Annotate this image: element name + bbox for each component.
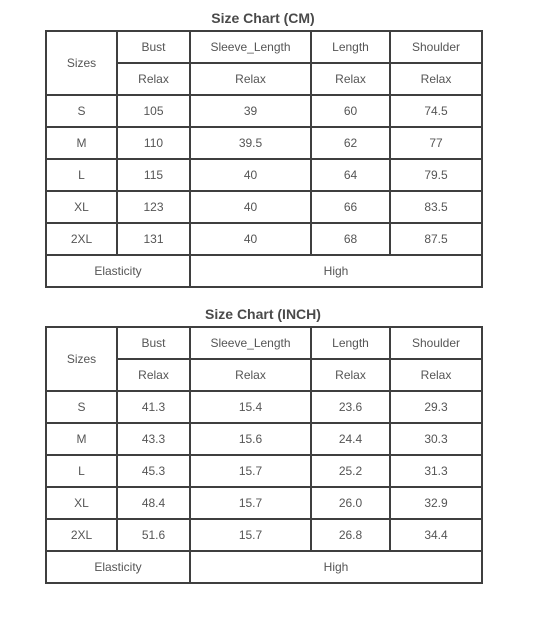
length-cell: 68 [311, 223, 390, 255]
size-chart-cm-table [45, 30, 483, 288]
elasticity-label: Elasticity [46, 255, 190, 287]
sleeve-length-header: Sleeve_Length [190, 327, 311, 359]
size-cell: M [46, 423, 117, 455]
sleeve-length-cell: 39.5 [190, 127, 311, 159]
size-cell: M [46, 127, 117, 159]
sleeve-length-subheader: Relax [190, 359, 311, 391]
shoulder-cell: 31.3 [390, 455, 482, 487]
size-cell: S [46, 95, 117, 127]
shoulder-cell: 32.9 [390, 487, 482, 519]
length-subheader: Relax [311, 359, 390, 391]
shoulder-subheader: Relax [390, 63, 482, 95]
table-row [46, 391, 482, 423]
length-cell: 23.6 [311, 391, 390, 423]
length-header: Length [311, 31, 390, 63]
size-chart-inch-table [45, 326, 483, 584]
size-cell: XL [46, 487, 117, 519]
bust-cell: 123 [117, 191, 190, 223]
footer-row [46, 551, 482, 583]
table-row [46, 191, 482, 223]
sleeve-length-cell: 40 [190, 223, 311, 255]
sleeve-length-cell: 15.7 [190, 519, 311, 551]
elasticity-value: High [190, 255, 482, 287]
shoulder-cell: 83.5 [390, 191, 482, 223]
size-cell: 2XL [46, 519, 117, 551]
table-row [46, 519, 482, 551]
header-row [46, 31, 482, 63]
elasticity-value: High [190, 551, 482, 583]
size-cell: S [46, 391, 117, 423]
shoulder-cell: 34.4 [390, 519, 482, 551]
length-cell: 66 [311, 191, 390, 223]
size-chart-cm-title: Size Chart (CM) [211, 10, 315, 26]
sleeve-length-cell: 15.7 [190, 455, 311, 487]
bust-cell: 43.3 [117, 423, 190, 455]
length-header: Length [311, 327, 390, 359]
length-cell: 24.4 [311, 423, 390, 455]
elasticity-label: Elasticity [46, 551, 190, 583]
bust-cell: 45.3 [117, 455, 190, 487]
shoulder-cell: 30.3 [390, 423, 482, 455]
shoulder-header: Shoulder [390, 327, 482, 359]
shoulder-cell: 29.3 [390, 391, 482, 423]
table-row [46, 223, 482, 255]
bust-cell: 41.3 [117, 391, 190, 423]
sleeve-length-header: Sleeve_Length [190, 31, 311, 63]
length-cell: 26.8 [311, 519, 390, 551]
table-row [46, 95, 482, 127]
size-chart-inch-title: Size Chart (INCH) [205, 306, 321, 322]
bust-cell: 51.6 [117, 519, 190, 551]
table-row [46, 159, 482, 191]
sizes-header: Sizes [46, 327, 117, 391]
sleeve-length-cell: 15.4 [190, 391, 311, 423]
length-cell: 26.0 [311, 487, 390, 519]
length-cell: 60 [311, 95, 390, 127]
length-subheader: Relax [311, 63, 390, 95]
bust-cell: 48.4 [117, 487, 190, 519]
table-row [46, 487, 482, 519]
sleeve-length-subheader: Relax [190, 63, 311, 95]
shoulder-cell: 87.5 [390, 223, 482, 255]
table-row [46, 423, 482, 455]
bust-header: Bust [117, 327, 190, 359]
size-cell: L [46, 455, 117, 487]
bust-subheader: Relax [117, 359, 190, 391]
length-cell: 25.2 [311, 455, 390, 487]
shoulder-cell: 79.5 [390, 159, 482, 191]
bust-subheader: Relax [117, 63, 190, 95]
length-cell: 64 [311, 159, 390, 191]
sleeve-length-cell: 15.7 [190, 487, 311, 519]
table-row [46, 127, 482, 159]
sizes-header: Sizes [46, 31, 117, 95]
sleeve-length-cell: 40 [190, 159, 311, 191]
bust-cell: 131 [117, 223, 190, 255]
shoulder-cell: 77 [390, 127, 482, 159]
table-row [46, 455, 482, 487]
size-cell: L [46, 159, 117, 191]
header-row [46, 327, 482, 359]
bust-cell: 115 [117, 159, 190, 191]
bust-cell: 110 [117, 127, 190, 159]
bust-cell: 105 [117, 95, 190, 127]
sleeve-length-cell: 39 [190, 95, 311, 127]
shoulder-header: Shoulder [390, 31, 482, 63]
length-cell: 62 [311, 127, 390, 159]
shoulder-cell: 74.5 [390, 95, 482, 127]
size-cell: 2XL [46, 223, 117, 255]
sleeve-length-cell: 15.6 [190, 423, 311, 455]
sleeve-length-cell: 40 [190, 191, 311, 223]
size-cell: XL [46, 191, 117, 223]
footer-row [46, 255, 482, 287]
bust-header: Bust [117, 31, 190, 63]
shoulder-subheader: Relax [390, 359, 482, 391]
